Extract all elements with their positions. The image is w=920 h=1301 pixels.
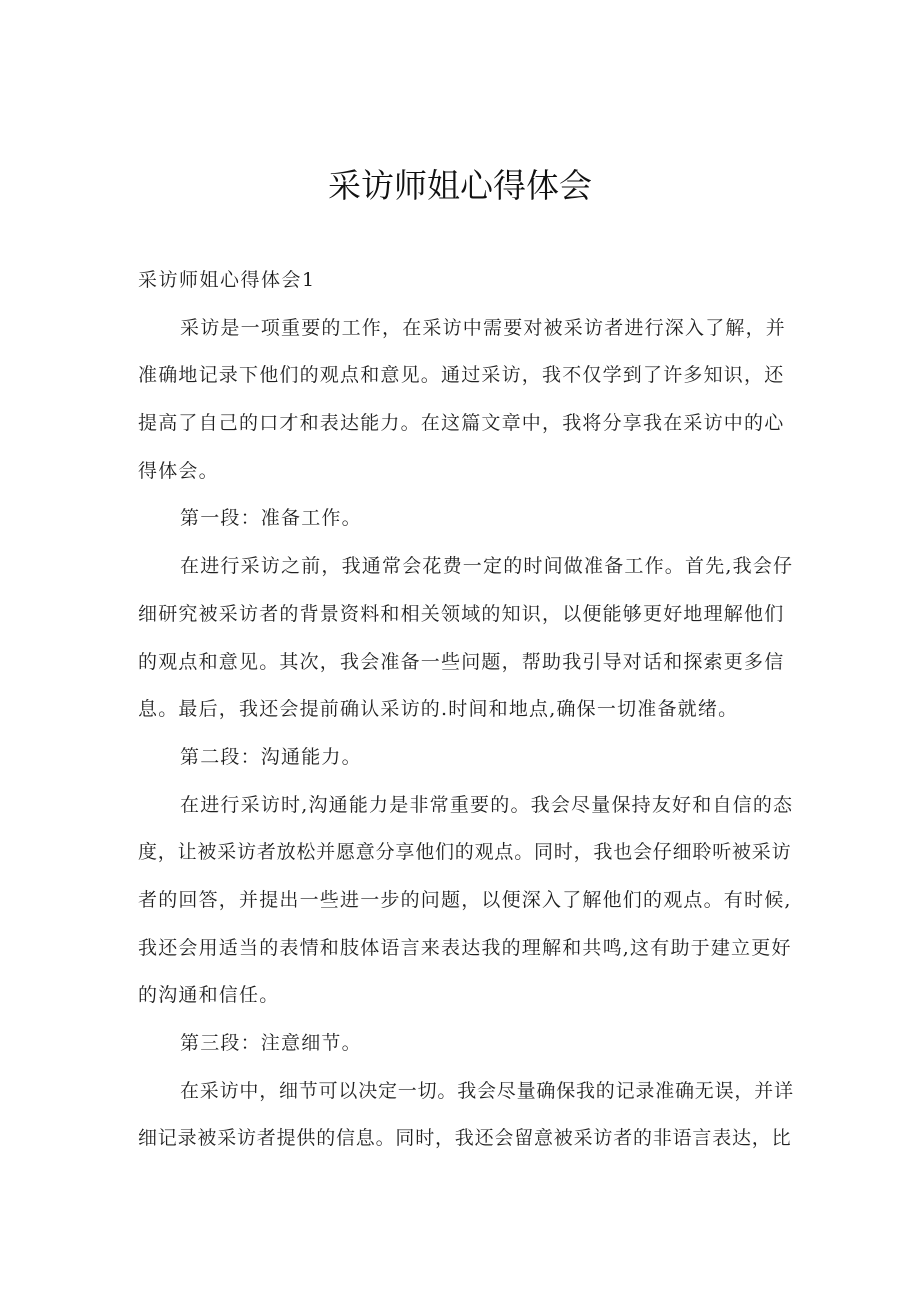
section-subtitle: 采访师姐心得体会1 (138, 269, 316, 291)
document-title: 采访师姐心得体会 (328, 166, 592, 205)
paragraph-line: 我还会用适当的表情和肢体语言来表达我的理解和共鸣,这有助于建立更好 (138, 936, 792, 959)
paragraph-line: 细研究被采访者的背景资料和相关领域的知识，以便能够更好地理解他们 (138, 602, 785, 625)
paragraph-line: 在进行采访时,沟通能力是非常重要的。我会尽量保持友好和自信的态 (180, 793, 794, 816)
paragraph-line: 准确地记录下他们的观点和意见。通过采访，我不仅学到了许多知识，还 (138, 364, 785, 387)
section-heading: 第三段：注意细节。 (180, 1032, 362, 1054)
paragraph-line: 度，让被采访者放松并愿意分享他们的观点。同时，我也会仔细聆听被采访 (138, 841, 792, 864)
paragraph-line: 提高了自己的口才和表达能力。在这篇文章中，我将分享我在采访中的心 (138, 412, 785, 435)
paragraph-line: 在采访中，细节可以决定一切。我会尽量确保我的记录准确无误，并详 (180, 1079, 794, 1102)
paragraph-line: 得体会。 (138, 459, 219, 482)
paragraph-line: 的沟通和信任。 (138, 984, 280, 1007)
paragraph-line: 的观点和意见。其次，我会准备一些问题，帮助我引导对话和探索更多信 (138, 650, 785, 673)
paragraph-line: 息。最后，我还会提前确认采访的.时间和地点,确保一切准备就绪。 (138, 698, 739, 721)
section-heading: 第一段：准备工作。 (180, 507, 362, 530)
paragraph-line: 者的回答，并提出一些进一步的问题，以便深入了解他们的观点。有时候, (138, 888, 792, 911)
paragraph-line: 细记录被采访者提供的信息。同时，我还会留意被采访者的非语言表达，比 (138, 1127, 792, 1150)
document-body (138, 257, 794, 1163)
section-heading: 第二段：沟通能力。 (180, 745, 362, 768)
paragraph-line: 采访是一项重要的工作，在采访中需要对被采访者进行深入了解，并 (180, 316, 787, 339)
paragraph-line: 在进行采访之前，我通常会花费一定的时间做准备工作。首先,我会仔 (180, 555, 794, 578)
